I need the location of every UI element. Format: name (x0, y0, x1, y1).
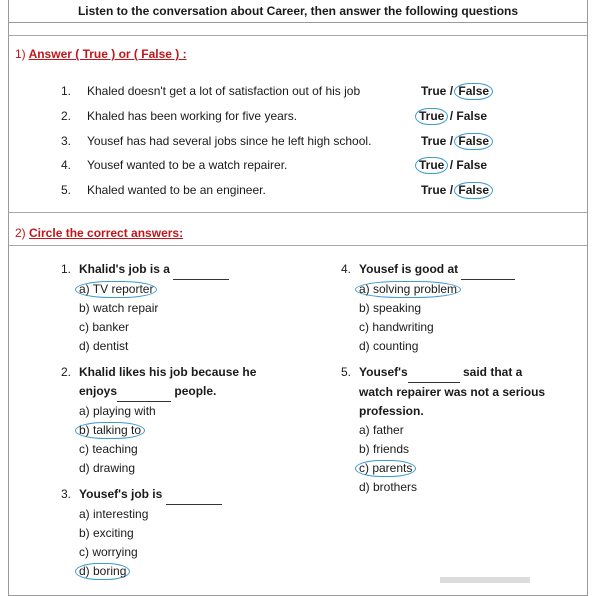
answer-blank (117, 382, 171, 402)
option-d[interactable]: d) drawing (79, 461, 136, 475)
option-b-circled[interactable]: b) talking to (75, 422, 145, 439)
tf-item-2 (9, 106, 587, 126)
true-option-circled[interactable]: True (415, 108, 448, 125)
question-stem (61, 260, 229, 280)
option-c[interactable]: c) teaching (79, 442, 138, 456)
option-b[interactable]: b) exciting (79, 526, 134, 540)
tf-item-number: 5. (61, 183, 72, 197)
option-d[interactable] (61, 562, 222, 581)
tf-item-statement: Khaled has been working for five years. (87, 109, 298, 123)
option-b[interactable]: b) watch repair (79, 301, 159, 315)
tf-item-answer (417, 109, 487, 123)
answer-blank (461, 260, 515, 280)
option-c[interactable]: c) worrying (79, 545, 138, 559)
mc-question-1 (61, 260, 229, 356)
answer-separator: / (449, 84, 454, 98)
option-a[interactable] (341, 280, 515, 299)
tf-item-1 (9, 81, 587, 101)
section-1-title (15, 47, 187, 61)
question-stem (61, 485, 222, 505)
option-a[interactable]: a) playing with (79, 404, 156, 418)
answer-separator: / (449, 158, 454, 172)
question-number: 5. (341, 365, 352, 379)
question-stem (341, 260, 515, 280)
true-option-circled[interactable]: True (415, 157, 448, 174)
question-stem-line-3: profession. (359, 404, 424, 418)
tf-item-statement: Khaled doesn't get a lot of satisfaction out of his job (87, 84, 361, 98)
tf-item-answer (421, 134, 491, 148)
tf-item-answer (421, 84, 491, 98)
answer-blank (166, 485, 222, 505)
true-option[interactable]: True (421, 84, 447, 98)
option-c[interactable] (341, 459, 545, 478)
tf-item-4 (9, 155, 587, 175)
answer-separator: / (449, 109, 454, 123)
question-number: 3. (61, 487, 72, 501)
mc-question-5 (341, 363, 545, 497)
option-a-circled[interactable]: a) solving problem (355, 281, 461, 298)
section-2-top-divider (9, 212, 587, 213)
false-option[interactable]: False (456, 158, 488, 172)
answer-separator: / (449, 183, 454, 197)
option-d[interactable]: d) counting (359, 339, 419, 353)
mc-question-2 (61, 363, 256, 478)
section-1-top-divider (9, 35, 587, 36)
section-2-heading: Circle the correct answers: (29, 226, 184, 240)
option-b[interactable] (61, 421, 256, 440)
option-b[interactable]: b) speaking (359, 301, 422, 315)
question-stem-line-2: watch repairer was not a serious (359, 385, 546, 399)
tf-item-number: 3. (61, 134, 72, 148)
false-option[interactable]: False (456, 109, 488, 123)
section-1-heading: Answer ( True ) or ( False ) : (28, 47, 187, 61)
question-text: Khalid's job is a (79, 262, 170, 276)
false-option-circled[interactable]: False (454, 133, 493, 150)
question-text: Yousef's job is (79, 487, 163, 501)
answer-blank (408, 363, 460, 383)
question-text: people. (174, 384, 217, 398)
option-a[interactable]: a) interesting (79, 507, 149, 521)
option-a-circled[interactable]: a) TV reporter (75, 281, 157, 298)
option-a[interactable] (61, 280, 229, 299)
tf-item-statement: Yousef has had several jobs since he left high school. (87, 134, 372, 148)
worksheet (8, 0, 588, 596)
question-text: said that a (463, 365, 523, 379)
question-text: Khalid likes his job because he (79, 365, 257, 379)
question-number: 2. (61, 365, 72, 379)
tf-item-5 (9, 180, 587, 200)
question-text: Yousef's (359, 365, 408, 379)
section-1-number: 1) (15, 47, 26, 61)
cut-off-page-mark (440, 577, 530, 583)
tf-item-statement: Khaled wanted to be an engineer. (87, 183, 266, 197)
question-stem (61, 363, 256, 382)
question-text: Yousef is good at (359, 262, 459, 276)
false-option-circled[interactable]: False (454, 182, 493, 199)
true-option[interactable]: True (421, 183, 447, 197)
option-d[interactable]: d) dentist (79, 339, 129, 353)
option-b[interactable]: b) friends (359, 442, 410, 456)
question-number: 1. (61, 262, 72, 276)
option-d-circled[interactable]: d) boring (75, 563, 130, 580)
option-c[interactable]: c) banker (79, 320, 130, 334)
mc-question-3 (61, 485, 222, 581)
section-2-title (15, 226, 183, 240)
question-stem (341, 363, 545, 383)
section-2-bottom-divider (9, 245, 587, 246)
tf-item-answer (421, 183, 491, 197)
true-option[interactable]: True (421, 134, 447, 148)
answer-blank (173, 260, 229, 280)
option-a[interactable]: a) father (359, 423, 404, 437)
false-option-circled[interactable]: False (454, 83, 493, 100)
tf-item-statement: Yousef wanted to be a watch repairer. (87, 158, 288, 172)
option-c[interactable]: c) handwriting (359, 320, 434, 334)
tf-item-number: 1. (61, 84, 72, 98)
question-text: enjoys (79, 384, 118, 398)
answer-separator: / (449, 134, 454, 148)
tf-item-number: 4. (61, 158, 72, 172)
tf-item-3 (9, 131, 587, 151)
question-number: 4. (341, 262, 352, 276)
worksheet-title: Listen to the conversation about Career, then answer the following questions (9, 1, 587, 23)
mc-question-4 (341, 260, 515, 356)
option-d[interactable]: d) brothers (359, 480, 418, 494)
tf-item-answer (417, 158, 487, 172)
question-stem-line-2 (61, 382, 256, 402)
tf-item-number: 2. (61, 109, 72, 123)
section-2-number: 2) (15, 226, 26, 240)
option-c-circled[interactable]: c) parents (355, 460, 416, 477)
